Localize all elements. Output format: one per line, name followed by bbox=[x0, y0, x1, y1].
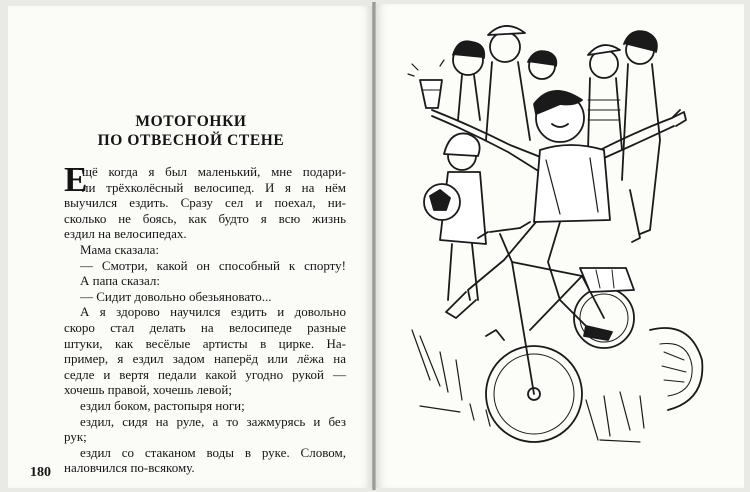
chapter-title-line-2: ПО ОТВЕСНОЙ СТЕНЕ bbox=[97, 132, 285, 149]
page-number: 180 bbox=[30, 465, 51, 480]
ball bbox=[424, 184, 460, 220]
text-line: штуки, как весёлые артисты в цирке. На- bbox=[64, 335, 346, 351]
text-line: — Сидит довольно обезьяновато... bbox=[80, 288, 272, 304]
drop-cap: Е bbox=[64, 160, 88, 199]
child-head-right-cap bbox=[588, 45, 622, 150]
text-line: ездил со стаканом воды в руке. Словом, bbox=[80, 444, 346, 460]
child-head-center bbox=[528, 51, 556, 79]
text-line: седле и вертя педали какой угодно рукой — bbox=[64, 366, 346, 382]
text-line: А я здорово научился ездить и довольно bbox=[80, 304, 346, 320]
text-line: пример, я ездил задом наперёд или лёжа на bbox=[64, 351, 346, 367]
text-line: ездил на велосипедах. bbox=[64, 226, 187, 242]
text-line: рук; bbox=[64, 429, 87, 445]
text-line: выучился ездить. Сразу сел и поехал, ни- bbox=[64, 195, 346, 211]
car-wheel bbox=[650, 328, 702, 410]
text-line: — Смотри, какой он способный к спорту! bbox=[80, 257, 346, 273]
text-line: Мама сказала: bbox=[80, 241, 160, 257]
text-line: ездил, сидя на руле, а то зажмурясь и без bbox=[80, 413, 346, 429]
text-line: сколько не боясь, как будто я всю жизнь bbox=[64, 210, 346, 226]
child-head-left bbox=[453, 41, 484, 120]
text-line: А папа сказал: bbox=[80, 273, 160, 289]
child-head-capped bbox=[486, 26, 530, 140]
text-line: ли трёхколёсный велосипед. И я на нём bbox=[82, 179, 346, 195]
text-line: ездил боком, растопыря ноги; bbox=[80, 397, 245, 413]
text-line: скоро стал делать на велосипеде разные bbox=[64, 319, 346, 335]
text-line: хочешь правой, хочешь левой; bbox=[64, 382, 232, 398]
chapter-title-line-1: МОТОГОНКИ bbox=[135, 113, 247, 130]
text-line: наловчился по-всякому. bbox=[64, 460, 195, 476]
glass-of-water bbox=[408, 60, 444, 108]
text-line: щё когда я был маленький, мне подари- bbox=[82, 164, 346, 179]
